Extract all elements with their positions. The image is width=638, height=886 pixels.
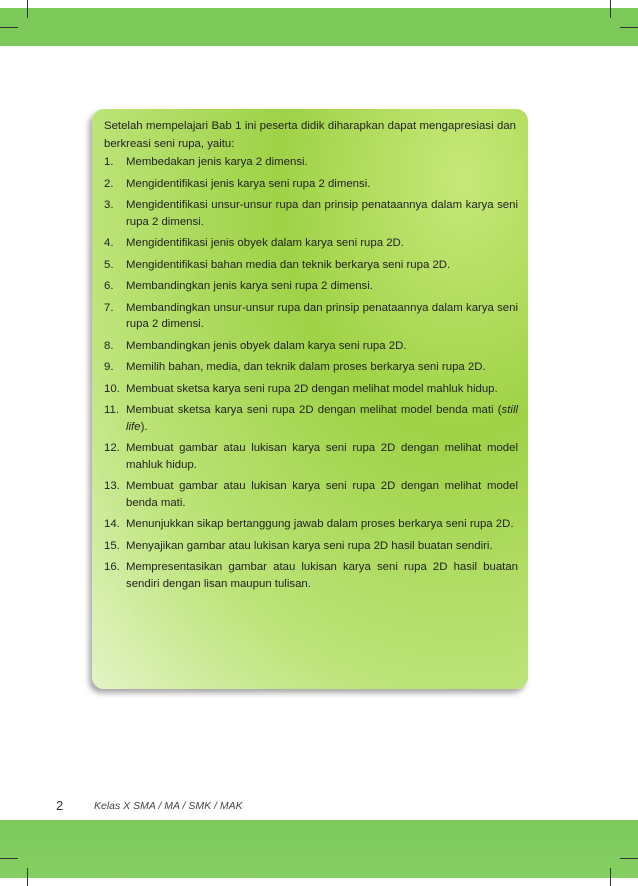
list-item	[104, 257, 518, 274]
crop-mark	[620, 858, 638, 859]
item-text: Mengidentifikasi jenis obyek dalam karya seni rupa 2D.	[126, 237, 404, 249]
crop-mark	[27, 0, 28, 18]
item-text: Membedakan jenis karya 2 dimensi.	[126, 156, 308, 168]
item-number: 2.	[104, 177, 114, 190]
list-item	[104, 402, 518, 435]
bottom-green-band	[0, 820, 638, 878]
item-number: 5.	[104, 258, 114, 271]
item-text: Mengidentifikasi bahan media dan teknik berkarya seni rupa 2D.	[126, 258, 451, 271]
list-item	[104, 359, 518, 376]
item-text-part: Membuat sketsa karya seni rupa 2D dengan melihat model benda mati (	[126, 404, 502, 416]
item-text: Mempresentasikan gambar atau lukisan karya seni rupa 2D hasil buatan sendiri dengan lisan maupun tulisan.	[126, 561, 518, 590]
item-number: 11.	[104, 404, 119, 416]
item-text-italic: still life	[126, 404, 518, 433]
item-number: 8.	[104, 339, 114, 352]
item-number: 16.	[104, 561, 120, 573]
list-item	[104, 478, 518, 511]
running-footer: Kelas X SMA / MA / SMK / MAK	[94, 800, 243, 812]
item-text: Membuat gambar atau lukisan karya seni rupa 2D dengan melihat model benda mati.	[126, 480, 518, 509]
list-item	[104, 154, 518, 171]
objectives-list	[104, 154, 518, 597]
item-number: 13.	[104, 480, 120, 492]
item-number: 6.	[104, 280, 114, 292]
item-text: Memilih bahan, media, dan teknik dalam proses berkarya seni rupa 2D.	[126, 361, 486, 373]
item-number: 7.	[104, 301, 114, 314]
item-text: Membandingkan unsur-unsur rupa dan prinsip penataannya dalam karya seni rupa 2 dimensi.	[126, 301, 518, 330]
list-item	[104, 278, 518, 295]
item-text: Mengidentifikasi unsur-unsur rupa dan prinsip penataannya dalam karya seni rupa 2 dimensi.	[126, 199, 518, 228]
item-number: 9.	[104, 361, 114, 373]
top-green-band	[0, 8, 638, 46]
page-number: 2	[56, 798, 64, 813]
list-item	[104, 235, 518, 252]
crop-mark	[620, 27, 638, 28]
item-text: Membuat sketsa karya seni rupa 2D dengan melihat model mahluk hidup.	[126, 382, 498, 395]
list-item	[104, 559, 518, 592]
item-number: 12.	[104, 442, 120, 454]
item-number: 15.	[104, 539, 120, 552]
item-text: Menyajikan gambar atau lukisan karya seni rupa 2D hasil buatan sendiri.	[126, 539, 493, 552]
item-text: Mengidentifikasi jenis karya seni rupa 2 dimensi.	[126, 177, 371, 190]
list-item	[104, 197, 518, 230]
intro-text: Setelah mempelajari Bab 1 ini peserta didik diharapkan dapat mengapresiasi dan berkreasi seni rupa, yaitu:	[104, 120, 516, 150]
crop-mark	[0, 27, 18, 28]
crop-mark	[27, 868, 28, 886]
item-number: 1.	[104, 156, 114, 168]
list-item	[104, 538, 518, 555]
list-item	[104, 338, 518, 355]
list-item	[104, 300, 518, 333]
item-number: 3.	[104, 199, 114, 211]
item-text: Menunjukkan sikap bertanggung jawab dalam proses berkarya seni rupa 2D.	[126, 518, 514, 530]
list-item	[104, 516, 518, 533]
item-number: 14.	[104, 518, 120, 530]
item-text-part: ).	[140, 420, 148, 433]
item-text: Membandingkan jenis obyek dalam karya seni rupa 2D.	[126, 339, 407, 352]
item-text: Membuat gambar atau lukisan karya seni rupa 2D dengan melihat model mahluk hidup.	[126, 442, 518, 471]
list-item	[104, 440, 518, 473]
item-number: 10.	[104, 382, 120, 395]
list-item	[104, 176, 518, 193]
crop-mark	[610, 0, 611, 18]
crop-mark	[610, 868, 611, 886]
list-item	[104, 381, 518, 398]
item-text: Membandingkan jenis karya seni rupa 2 dimensi.	[126, 280, 373, 292]
item-text	[126, 402, 518, 435]
crop-mark	[0, 858, 18, 859]
item-number: 4.	[104, 237, 114, 249]
